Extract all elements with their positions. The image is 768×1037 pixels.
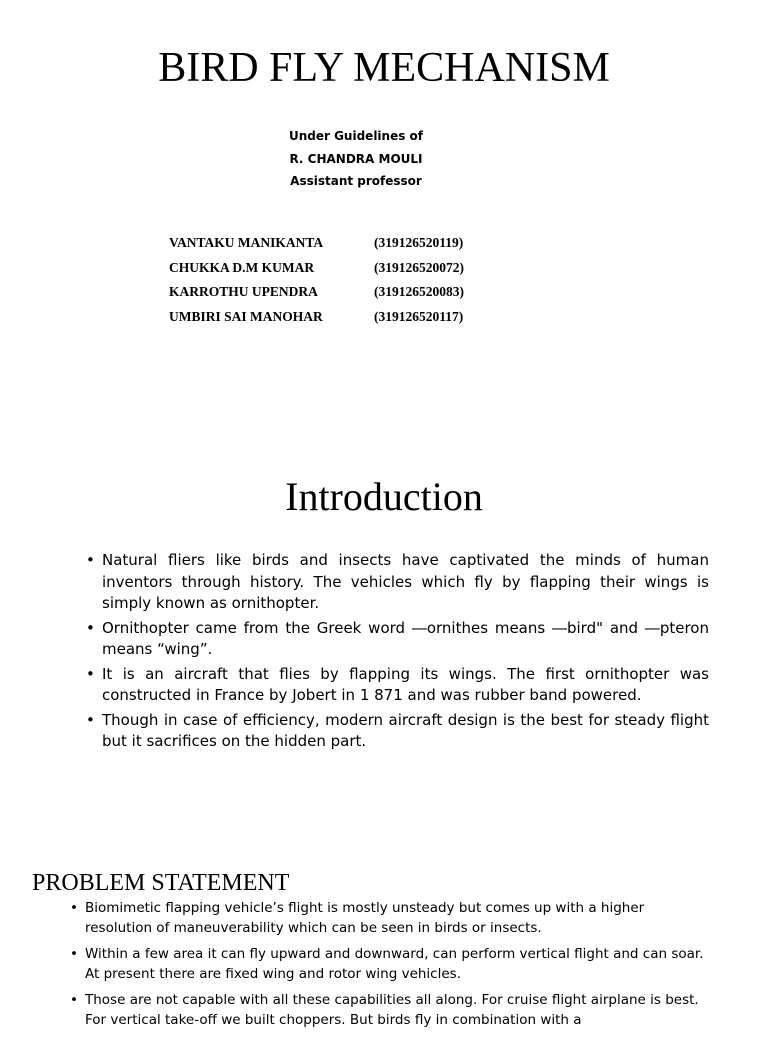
list-item: • Ornithopter came from the Greek word ―ornithes means ―bird" and ―pteron means “wing”. [86,618,709,661]
introduction-title: Introduction [285,474,483,519]
list-item: • Within a few area it can fly upward and downward, can perform vertical flight and can soar. At present there are fixed wing and rotor wing vehicles. [70,945,710,984]
guide-label: Under Guidelines of [288,129,424,143]
student-row [169,256,464,281]
list-item: • Those are not capable with all these capabilities all along. For cruise flight airplane is best. For vertical take-off we built choppers. But birds fly in combination with a [70,991,710,1030]
student-name: CHUKKA D.M KUMAR [169,259,315,275]
student-row [169,280,464,305]
slide-title [0,0,768,440]
guide-block [0,125,712,193]
list-item: • Though in case of efficiency, modern aircraft design is the best for steady flight but it sacrifices on the hidden part. [86,710,709,753]
student-row [169,305,464,330]
student-list [169,231,464,329]
list-item: • It is an aircraft that flies by flapping its wings. The first ornithopter was constructed in France by Jobert in 1 871 and was rubber band powered. [86,664,709,707]
problem-statement-title: PROBLEM STATEMENT [32,870,290,896]
guide-designation: Assistant professor [290,174,422,188]
student-name: UMBIRI SAI MANOHAR [169,308,323,324]
student-name: KARROTHU UPENDRA [169,284,318,300]
student-id: (319126520119) [374,235,464,251]
student-id: (319126520072) [374,259,464,275]
student-id: (319126520117) [374,308,464,324]
student-name: VANTAKU MANIKANTA [169,235,324,251]
introduction-bullets [86,550,709,756]
slide-introduction [0,440,768,840]
student-row [169,231,464,256]
student-id: (319126520083) [374,284,464,300]
presentation-title: BIRD FLY MECHANISM [158,45,610,91]
list-item: • Biomimetic flapping vehicle’s flight is mostly unsteady but comes up with a higher resolution of maneuverability which can be seen in birds or insects. [70,899,710,938]
slide-problem-statement [0,840,768,1028]
list-item: • Natural fliers like birds and insects have captivated the minds of human inventors through history. The vehicles which fly by flapping their wings is simply known as ornithopter. [86,550,709,615]
guide-name: R. CHANDRA MOULI [289,151,423,166]
problem-statement-bullets [70,899,710,1037]
